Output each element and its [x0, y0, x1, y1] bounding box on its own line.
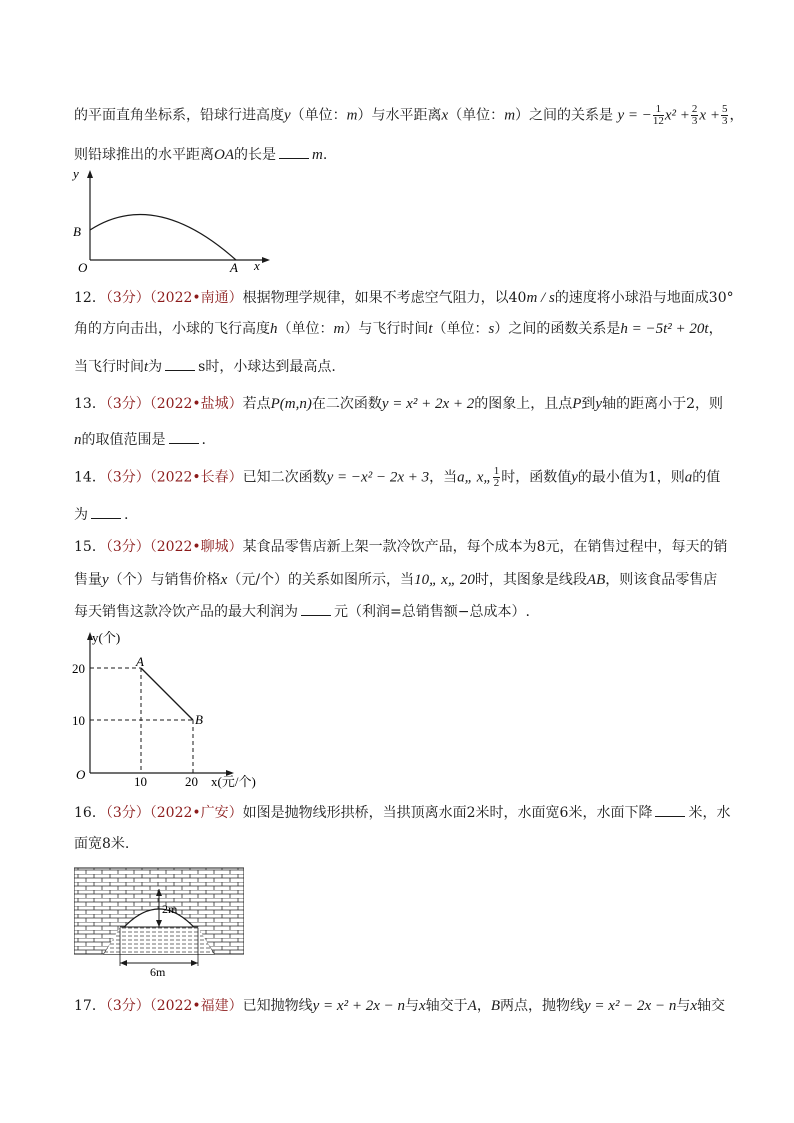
q15-line1: 15．（3分）（2022•聊城）某食品零售店新上架一款冷饮产品，每个成本为8元，在销售过程中，每天的销 [74, 539, 728, 555]
q12-line3: 当飞行时间t为 s时，小球达到最高点. [74, 359, 336, 375]
answer-blank[interactable] [165, 358, 195, 371]
y-axis-arrow-icon [87, 170, 93, 178]
segment-AB [141, 668, 193, 720]
label-O: O [78, 260, 88, 275]
q16-line1: 16．（3分）（2022•广安）如图是抛物线形拱桥，当拱顶离水面2米时，水面宽6米，水面下降 米，水 [74, 805, 731, 821]
x-axis-arrow-icon [262, 257, 270, 263]
label-A: A [136, 654, 144, 669]
arrow-right-icon [191, 960, 198, 966]
label-A: A [230, 260, 238, 275]
q17-line1: 17．（3分）（2022•福建）已知抛物线y = x² + 2x − n与x轴交于A，B两点，抛物线y = x² − 2x − n与x轴交 [74, 998, 726, 1014]
q15-line3: 每天销售这款冷饮产品的最大利润为 元（利润=总销售额−总成本）. [74, 604, 530, 620]
height-label: 2m [162, 902, 178, 916]
fraction-5-3: $\frac{5}{3}$ [721, 103, 728, 127]
answer-blank[interactable] [301, 603, 331, 616]
tick-x20: 20 [185, 774, 198, 789]
label-y: y(个) [92, 630, 121, 645]
answer-blank[interactable] [655, 804, 685, 817]
arrow-left-icon [120, 960, 127, 966]
answer-blank[interactable] [91, 506, 121, 519]
label-B: B [73, 224, 81, 239]
q16-arch-bridge [74, 866, 244, 978]
q11-shotput-graph [70, 168, 280, 278]
answer-blank[interactable] [169, 431, 199, 444]
q11-line2: 则铅球推出的水平距离OA的长是 m. [74, 147, 328, 163]
q12-line2: 角的方向击出，小球的飞行高度h（单位：m）与飞行时间t（单位：s）之间的函数关系是h = −5t² + 20t， [74, 321, 723, 337]
label-x: x [254, 258, 260, 273]
q15-sales-graph [68, 628, 283, 793]
fraction-1-2: $\frac{1}{2}$ [493, 465, 500, 489]
fraction-2-3: $\frac{2}{3}$ [691, 103, 698, 127]
tick-y10: 10 [72, 713, 85, 728]
tick-x10: 10 [134, 774, 147, 789]
fraction-1-12: $\frac{1}{12}$ [652, 103, 664, 127]
width-label: 6m [150, 965, 166, 978]
label-y: y [73, 168, 79, 181]
q13-line1: 13．（3分）（2022•盐城）若点P(m,n)在二次函数y = x² + 2x + 2的图象上，且点P到y轴的距离小于2，则 [74, 396, 723, 412]
q14-line2: 为 . [74, 507, 129, 523]
q13-line2: n的取值范围是 . [74, 432, 206, 448]
q11-line1: 的平面直角坐标系，铅球行进高度y（单位：m）与水平距离x（单位：m）之间的关系是 y = − $\frac{1}{12}$ x² + $\frac{2}{3}$ x + $\frac{5}{3}$ ， [74, 103, 744, 127]
q14-line1: 14．（3分）（2022•长春）已知二次函数y = −x² − 2x + 3，当a„ x„ $\frac{1}{2}$ 时，函数值y的最小值为1，则a的值 [74, 465, 721, 489]
answer-blank[interactable] [279, 146, 309, 159]
label-x: x(元/个) [211, 774, 256, 789]
water-surface [104, 927, 214, 954]
q15-line2: 售量y（个）与销售价格x（元/个）的关系如图所示，当10„ x„ 20时，其图象是线段AB，则该食品零售店 [74, 572, 718, 588]
parabola-curve [90, 215, 236, 260]
q12-line1: 12．（3分）（2022•南通）根据物理学规律，如果不考虑空气阻力，以40m / s的速度将小球沿与地面成30° [74, 290, 734, 306]
label-B: B [195, 712, 203, 727]
tick-y20: 20 [72, 661, 85, 676]
q16-line2: 面宽8米. [74, 836, 130, 852]
label-O: O [76, 767, 86, 782]
